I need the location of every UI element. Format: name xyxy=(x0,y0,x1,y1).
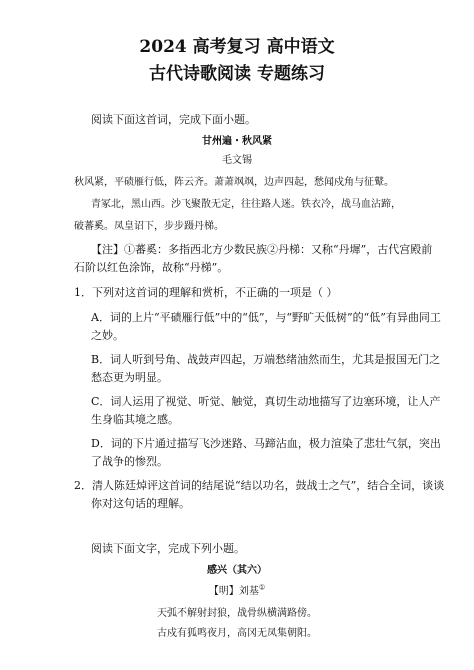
option-c-cont: 生身临其境之感。 xyxy=(91,413,179,426)
poem1-title: 甘州遍・秋风紧 xyxy=(202,136,272,147)
poem2-line: 天弧不解射封狼，战骨纵横满路傍。 xyxy=(157,608,317,619)
option-a-cont: 之妙。 xyxy=(91,329,124,342)
poem1-note: 【注】①蕃奚：多指西北方少数民族②丹梯：又称“丹墀”，古代宫殿前 xyxy=(91,243,433,256)
poem1-note: 石阶以红色涂饰，故称“丹梯”。 xyxy=(74,261,229,274)
poem1-line: 青冢北，黑山西。沙飞聚散无定，往往路人迷。铁衣冷，战马血沾蹄， xyxy=(91,199,401,210)
section2-instruction: 阅读下面文字，完成下列小题。 xyxy=(91,542,245,555)
poem1-line: 破蕃奚。凤皇诏下，步步蹑丹梯。 xyxy=(74,221,224,232)
question-2-stem-cont: 你对这句话的理解。 xyxy=(91,497,190,510)
question-2-stem: 2．清人陈廷焯评这首词的结尾说“结以功名，鼓战士之气”，结合全词，谈谈 xyxy=(74,479,445,492)
option-b-cont: 愁态更为明显。 xyxy=(91,371,168,384)
section1-instruction: 阅读下面这首词，完成下面小题。 xyxy=(91,113,256,126)
poem2-line: 古戍有狐鸣夜月，高冈无凤集朝阳。 xyxy=(157,628,317,639)
document-title: 2024 高考复习 高中语文 xyxy=(139,37,335,57)
poem1-line: 秋风紧，平碛雁行低，阵云齐。萧萧飒飒，边声四起，愁闻戍角与征鼙。 xyxy=(74,177,394,188)
option-d: D．词的下片通过描写飞沙迷路、马蹄沾血，极力渲染了悲壮气氛，突出 xyxy=(91,437,441,450)
poem2-title: 感兴（其六） xyxy=(207,565,267,576)
option-a: A．词的上片“平碛雁行低”中的“低”，与“野旷天低树”的“低”有异曲同工 xyxy=(91,311,441,324)
footnote-mark: ① xyxy=(258,583,266,592)
document-subtitle: 古代诗歌阅读 专题练习 xyxy=(149,64,325,84)
poem2-author: 【明】刘基① xyxy=(208,583,266,597)
poem1-author: 毛文锡 xyxy=(222,155,252,166)
option-c: C．词人运用了视觉、听觉、触觉，真切生动地描写了边塞环境，让人产 xyxy=(91,395,441,408)
option-b: B．词人听到号角、战鼓声四起，万端愁绪油然而生，尤其是报国无门之 xyxy=(91,353,441,366)
option-d-cont: 了战争的惨烈。 xyxy=(91,455,168,468)
question-1-stem: 1．下列对这首词的理解和赏析，不正确的一项是（ ） xyxy=(74,286,338,299)
